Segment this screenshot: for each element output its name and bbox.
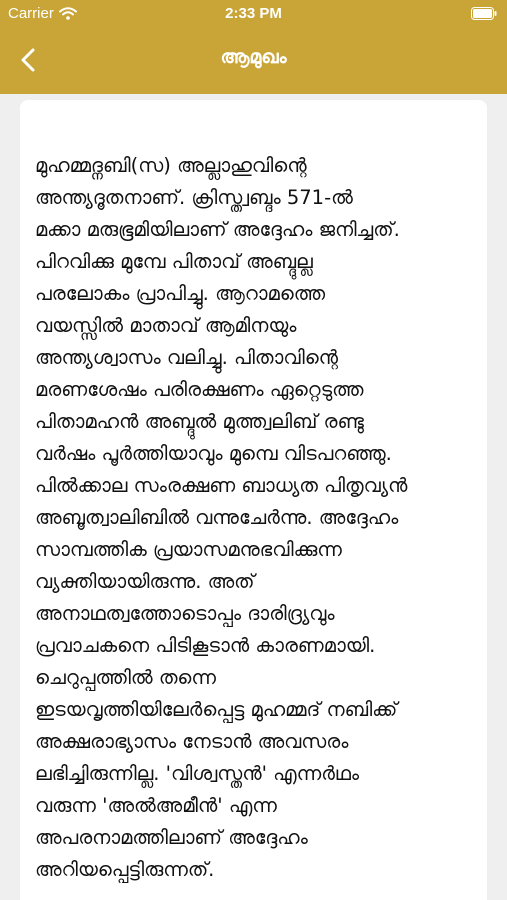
navigation-bar (0, 28, 507, 94)
header (0, 0, 507, 94)
article-text: മുഹമ്മദ്നബി(സ) അല്ലാഹുവിന്റെ അന്ത്യദൂതനാണ്. ക്രിസ്ത്വബ്ദം 571-ൽ മക്കാ മരുഭൂമിയിലാണ് അദ്ദേഹം ജനിച്ചത്. പിറവിക്കു മുമ്പേ പിതാവ് അബ്ദുല്ല പരലോകം പ്രാപിച്ചു. ആറാമത്തെ വയസ്സിൽ മാതാവ് ആമിനയും അന്ത്യശ്വാസം വലിച്ചു. പിതാവിന്റെ മരണശേഷം പരിരക്ഷണം ഏറ്റെടുത്ത പിതാമഹൻ അബ്ദുൽ മുത്ത്വലിബ് രണ്ടു വർഷം പൂർത്തിയാവും മുമ്പെ വിടപറഞ്ഞു. പിൽക്കാല സംരക്ഷണ ബാധ്യത പിതൃവ്യൻ അബൂത്വാലിബിൽ വന്നുചേർന്നു. അദ്ദേഹം സാമ്പത്തിക പ്രയാസമനുഭവിക്കുന്ന വ്യക്തിയായിരുന്നു. അത് അനാഥത്വത്തോടൊപ്പം ദാരിദ്ര്യവും പ്രവാചകനെ പിടികൂടാൻ കാരണമായി. ചെറുപ്പത്തിൽ തന്നെ ഇടയവൃത്തിയിലേർപ്പെട്ട മുഹമ്മദ് നബിക്ക് അക്ഷരാഭ്യാസം നേടാൻ അവസരം ലഭിച്ചിരുന്നില്ല. 'വിശ്വസ്തൻ' എന്നർഥം വരുന്ന 'അൽഅമീൻ' എന്ന അപരനാമത്തിലാണ് അദ്ദേഹം അറിയപ്പെട്ടിരുന്നത്. (35, 154, 408, 881)
status-time: 2:33 PM (225, 5, 282, 22)
status-bar (0, 0, 507, 28)
carrier-label: Carrier (8, 5, 54, 22)
page-title: ആമുഖം (220, 46, 287, 68)
battery-icon (471, 7, 497, 20)
content-card (20, 100, 487, 900)
content-area[interactable] (0, 94, 507, 900)
